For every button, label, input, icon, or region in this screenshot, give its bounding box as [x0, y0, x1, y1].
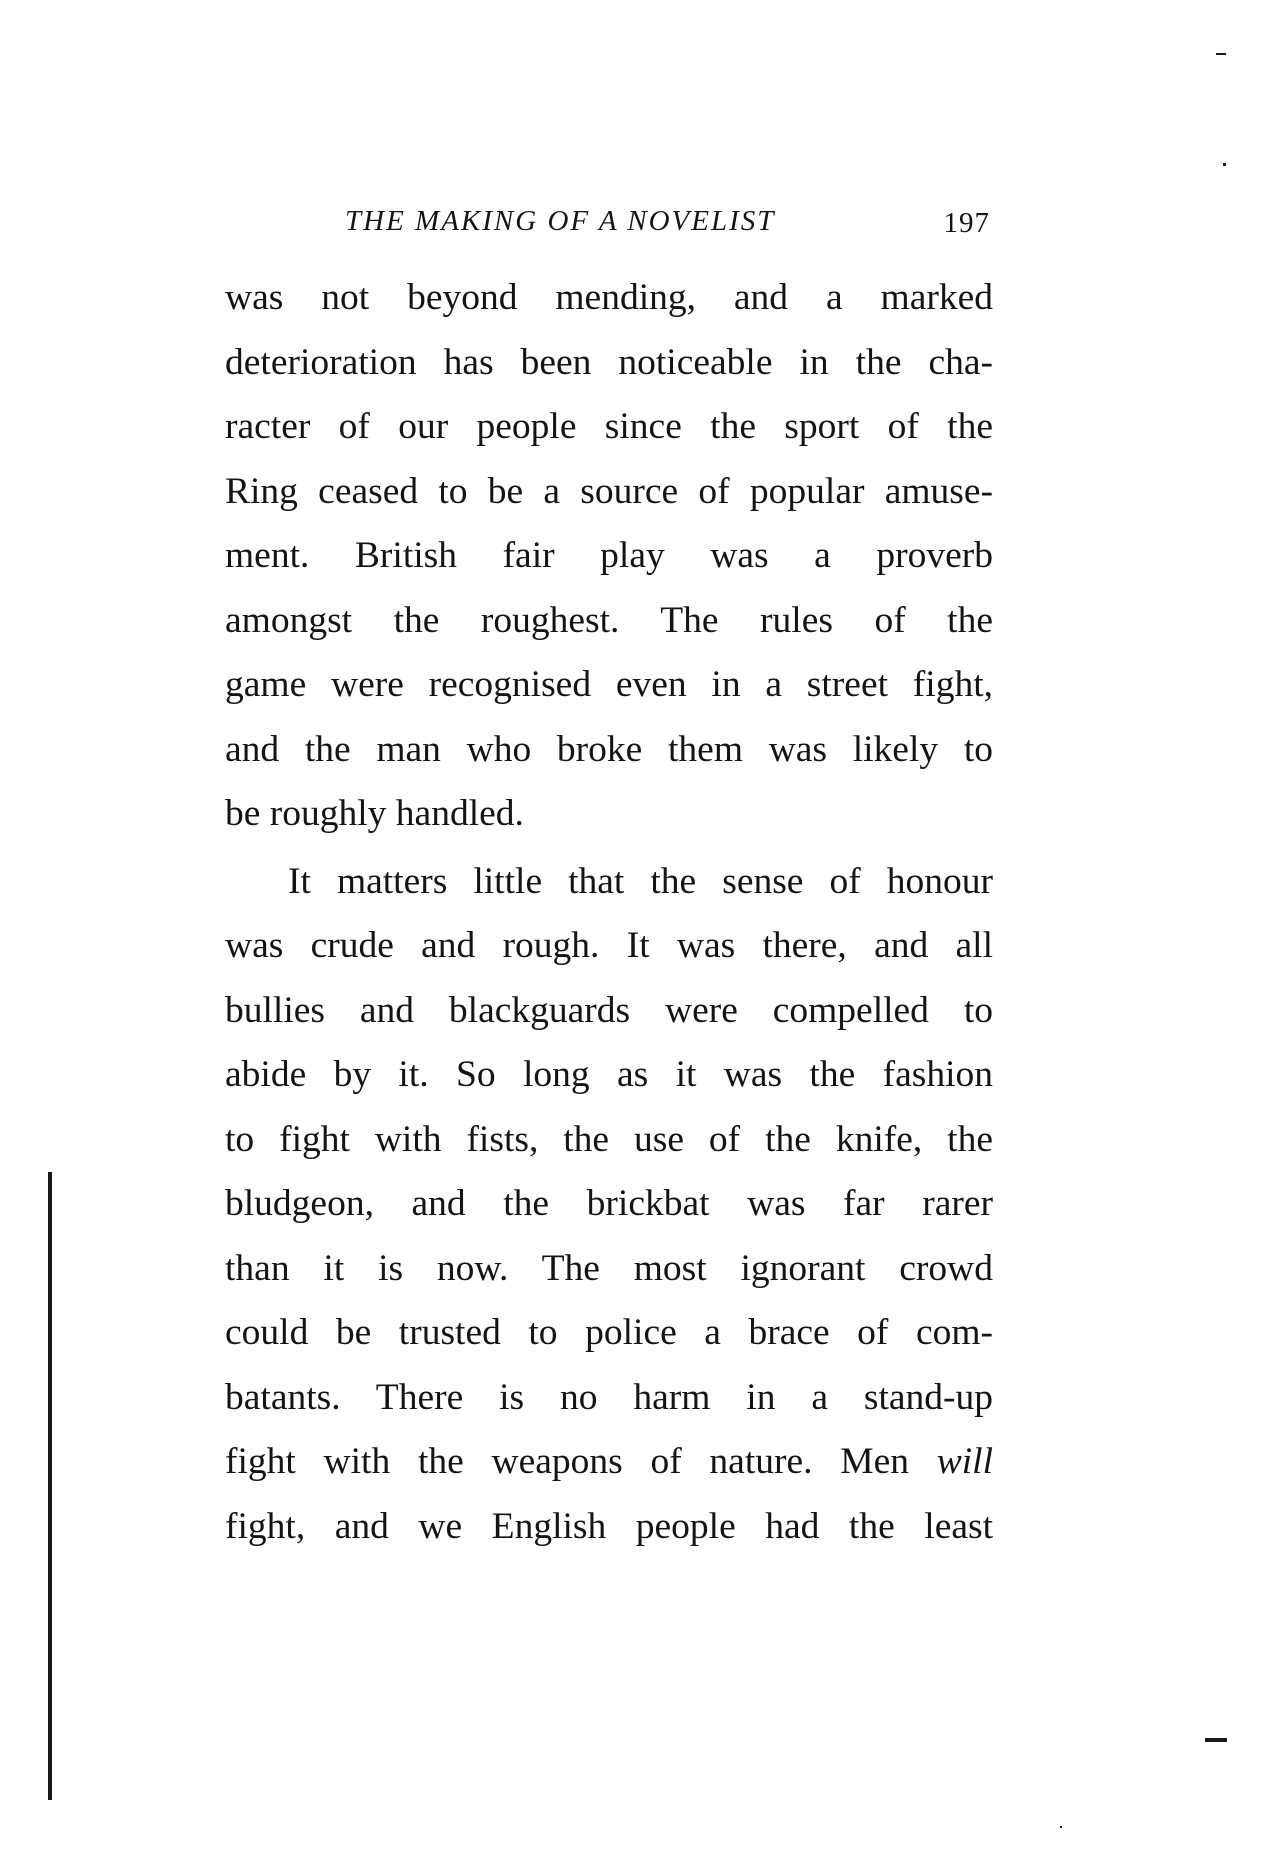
text-line: Ring ceased to be a source of popular amuse- — [225, 470, 993, 512]
text-line: ment. British fair play was a proverb — [225, 535, 993, 576]
italic-word: will — [936, 1441, 993, 1482]
running-head — [345, 205, 990, 245]
text-line: game were recognised even in a street fight, — [225, 664, 993, 705]
text-line: and the man who broke them was likely to — [225, 728, 993, 770]
text-line: deterioration has been noticeable in the cha- — [225, 341, 993, 383]
text-line-with-italic — [225, 1430, 993, 1495]
scan-mark — [1223, 163, 1226, 166]
scan-mark — [1216, 53, 1226, 55]
text-line: bludgeon, and the brickbat was far rarer — [225, 1183, 993, 1224]
running-title: THE MAKING OF A NOVELIST — [345, 205, 776, 237]
text-line: be roughly handled. — [225, 793, 524, 834]
text-line: could be trusted to police a brace of com- — [225, 1312, 993, 1353]
text-line: was crude and rough. It was there, and all — [225, 925, 993, 966]
text-line: than it is now. The most ignorant crowd — [225, 1247, 993, 1289]
text-line: batants. There is no harm in a stand-up — [225, 1376, 993, 1418]
body-text — [225, 266, 993, 1559]
text-line: racter of our people since the sport of the — [225, 406, 993, 447]
text-line: It matters little that the sense of honour — [288, 860, 993, 902]
scan-mark — [1205, 1738, 1227, 1742]
scan-edge-rule — [48, 1172, 52, 1800]
text-line: was not beyond mending, and a marked — [225, 277, 993, 318]
page-number: 197 — [943, 207, 990, 239]
text-line: amongst the roughest. The rules of the — [225, 599, 993, 641]
text-line: abide by it. So long as it was the fashion — [225, 1054, 993, 1095]
line-text: fight with the weapons of nature. Men — [225, 1441, 909, 1482]
scan-mark — [1060, 1826, 1062, 1828]
text-line: to fight with fists, the use of the knife, the — [225, 1118, 993, 1160]
text-line: fight, and we English people had the least — [225, 1505, 993, 1547]
text-line: bullies and blackguards were compelled to — [225, 989, 993, 1031]
